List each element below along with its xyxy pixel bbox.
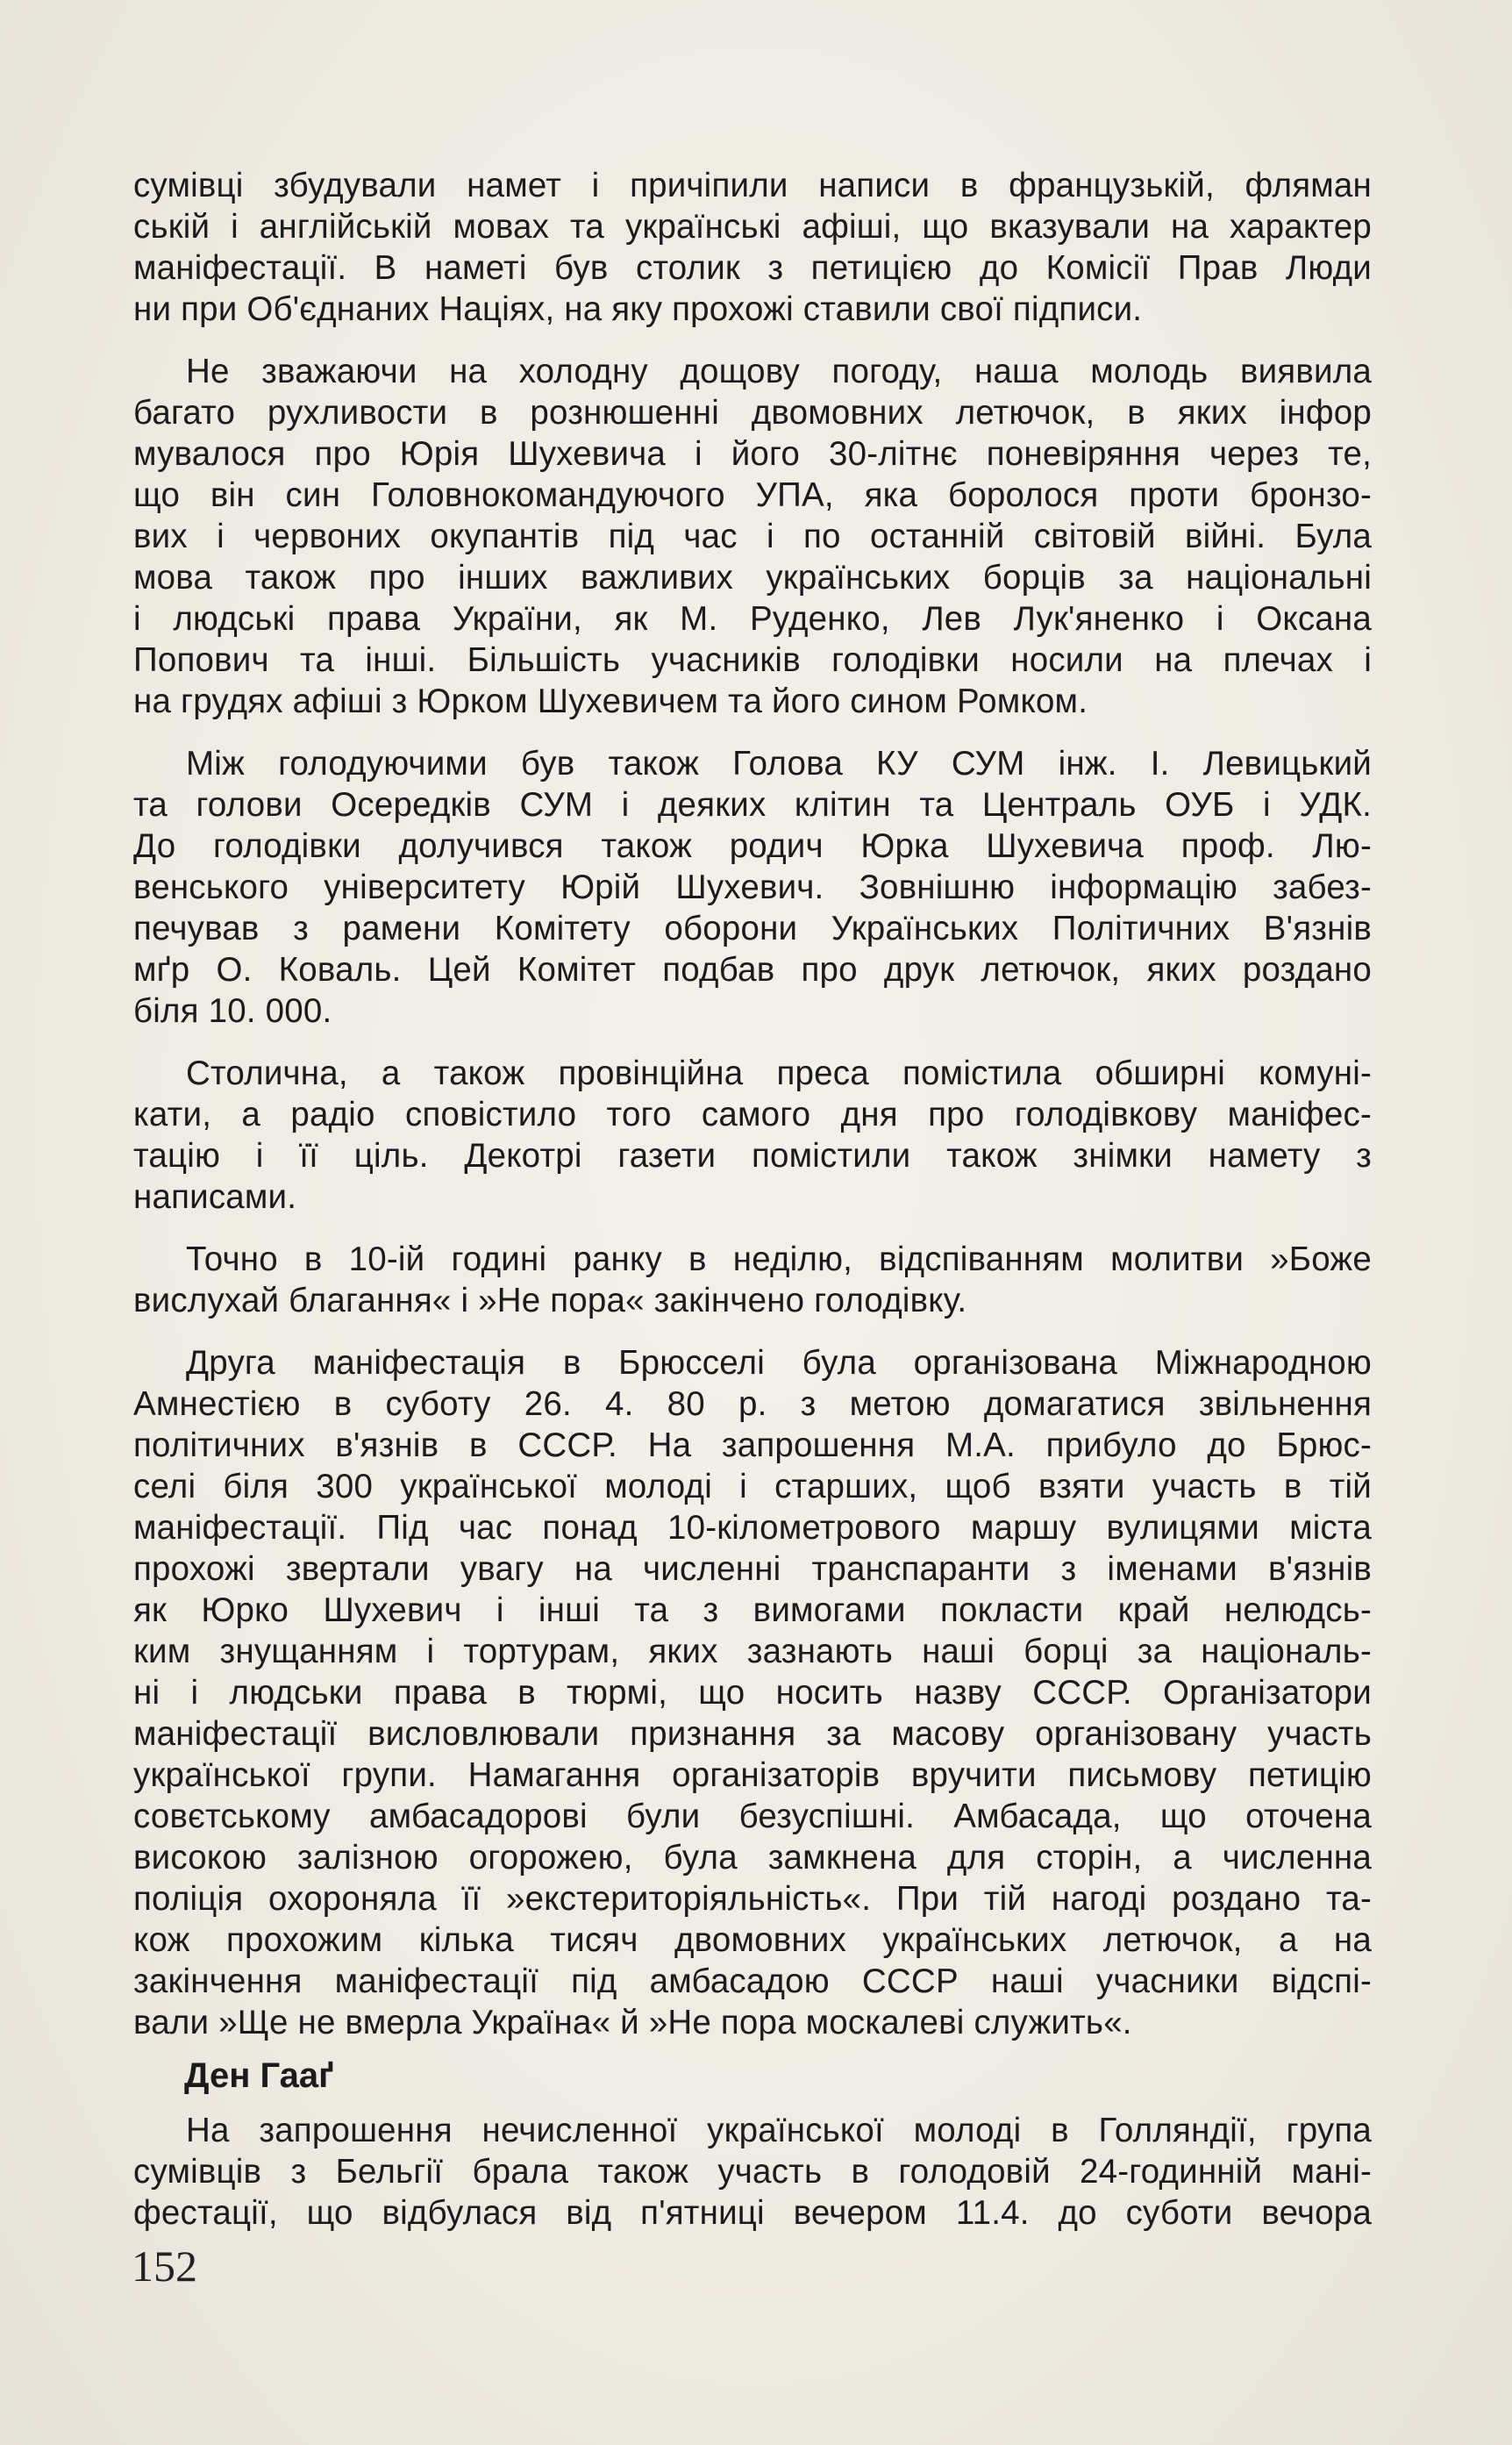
text-line: кож прохожим кілька тисяч двомовних українських летючок, а на <box>133 1921 1372 1959</box>
text-line: мґр О. Коваль. Цей Комітет подбав про друк летючок, яких роздано <box>133 951 1372 989</box>
text-line: мова також про інших важливих українських борців за національні <box>133 559 1372 597</box>
paragraph-4 <box>133 1053 1372 1218</box>
text-line: ни при Об'єднаних Націях, на яку прохожі ставили свої підписи. <box>133 290 1143 328</box>
paragraph-6 <box>133 1342 1372 2043</box>
text-line: політичних в'язнів в СССР. На запрошення М.А. прибуло до Брюс- <box>133 1426 1372 1464</box>
text-line: вих і червоних окупантів під час і по останній світовій війні. Була <box>133 518 1372 555</box>
text-line: Між голодуючими був також Голова КУ СУМ інж. І. Левицький <box>186 745 1372 783</box>
text-line: поліція охороняла її »екстериторіяльність«. При тій нагоді роздано та- <box>133 1880 1372 1918</box>
text-line: совєтському амбасадорові були безуспішні. Амбасада, що оточена <box>133 1798 1372 1835</box>
text-line: кати, а радіо сповістило того самого дня про голодівкову маніфес- <box>133 1096 1372 1133</box>
text-line: сумівці збудували намет і причіпили написи в французькій, фляман <box>133 167 1372 204</box>
text-line: Столична, а також провінційна преса помістила обширні комуні- <box>186 1054 1372 1092</box>
text-line: До голодівки долучився також родич Юрка Шухевича проф. Лю- <box>133 827 1372 865</box>
text-line: що він син Головнокомандуючого УПА, яка боролося проти бронзо- <box>133 476 1372 514</box>
paragraph-1 <box>133 165 1372 330</box>
text-line: печував з рамени Комітету оборони Українських Політичних В'язнів <box>133 910 1372 947</box>
text-line: Друга маніфестація в Брюсселі була організована Міжнародною <box>186 1344 1372 1382</box>
text-line: прохожі звертали увагу на численні транспаранти з іменами в'язнів <box>133 1550 1372 1588</box>
text-line: На запрошення нечисленної української молоді в Голляндії, група <box>186 2112 1372 2149</box>
text-line: сумівців з Бельгії брала також участь в голодовій 24-годинній мані- <box>133 2153 1372 2191</box>
paragraph-3 <box>133 743 1372 1032</box>
paragraph-5 <box>133 1239 1372 1321</box>
text-line: написами. <box>133 1178 297 1216</box>
text-line: і людські права України, як М. Руденко, Лев Лук'яненко і Оксана <box>133 600 1372 638</box>
section-heading: Ден Гааґ <box>184 2056 335 2095</box>
text-line: закінчення маніфестації під амбасадою СССР наші учасники відспі- <box>133 1962 1372 2000</box>
text-line: багато рухливости в рознюшенні двомовних летючок, в яких інфор <box>133 394 1372 432</box>
text-line: селі біля 300 української молоді і старших, щоб взяти участь в тій <box>133 1468 1372 1505</box>
text-line: на грудях афіші з Юрком Шухевичем та його сином Ромком. <box>133 683 1088 720</box>
text-line: венського університету Юрій Шухевич. Зовнішню інформацію забез- <box>133 869 1372 906</box>
text-line: мувалося про Юрія Шухевича і його 30-літнє поневіряння через те, <box>133 435 1372 473</box>
text-line: вали »Ще не вмерла Україна« й »Не пора москалеві служить«. <box>133 2004 1132 2041</box>
text-line: Не зважаючи на холодну дощову погоду, наша молодь виявила <box>186 353 1372 390</box>
text-line: вислухай благання« і »Не пора« закінчено голодівку. <box>133 1282 967 1319</box>
paragraph-7 <box>133 2110 1372 2234</box>
text-line: біля 10. 000. <box>133 992 332 1030</box>
text-line: маніфестації. Під час понад 10-кілометрового маршу вулицями міста <box>133 1509 1372 1547</box>
text-line: маніфестації. В наметі був столик з петицією до Комісії Прав Люди <box>133 249 1372 287</box>
text-line: ким знущанням і тортурам, яких зазнають наші борці за національ- <box>133 1633 1372 1670</box>
text-line: як Юрко Шухевич і інші та з вимогами покласти край нелюдсь- <box>133 1591 1372 1629</box>
text-line: високою залізною огорожею, була замкнена для сторін, а численна <box>133 1839 1372 1877</box>
text-line: української групи. Намагання організаторів вручити письмову петицію <box>133 1756 1372 1794</box>
text-line: Амнестією в суботу 26. 4. 80 р. з метою домагатися звільнення <box>133 1385 1372 1423</box>
text-line: ській і англійській мовах та українські афіші, що вказували на характер <box>133 208 1372 246</box>
text-line: маніфестації висловлювали признання за масову організовану участь <box>133 1715 1372 1753</box>
main-text <box>133 165 1372 2064</box>
text-line: фестації, що відбулася від п'ятниці вечером 11.4. до суботи вечора <box>133 2194 1372 2232</box>
text-line: Точно в 10-ій годині ранку в неділю, відспіванням молитви »Боже <box>186 1240 1372 1278</box>
section-text <box>133 2110 1372 2255</box>
page-number: 152 <box>132 2241 197 2291</box>
paragraph-2 <box>133 351 1372 722</box>
text-line: тацію і її ціль. Декотрі газети помістили також знімки намету з <box>133 1137 1372 1175</box>
text-line: ні і людськи права в тюрмі, що носить назву СССР. Організатори <box>133 1674 1372 1712</box>
text-line: Попович та інші. Більшість учасників голодівки носили на плечах і <box>133 641 1372 679</box>
text-line: та голови Осередків СУМ і деяких клітин та Централь ОУБ і УДК. <box>133 786 1372 824</box>
